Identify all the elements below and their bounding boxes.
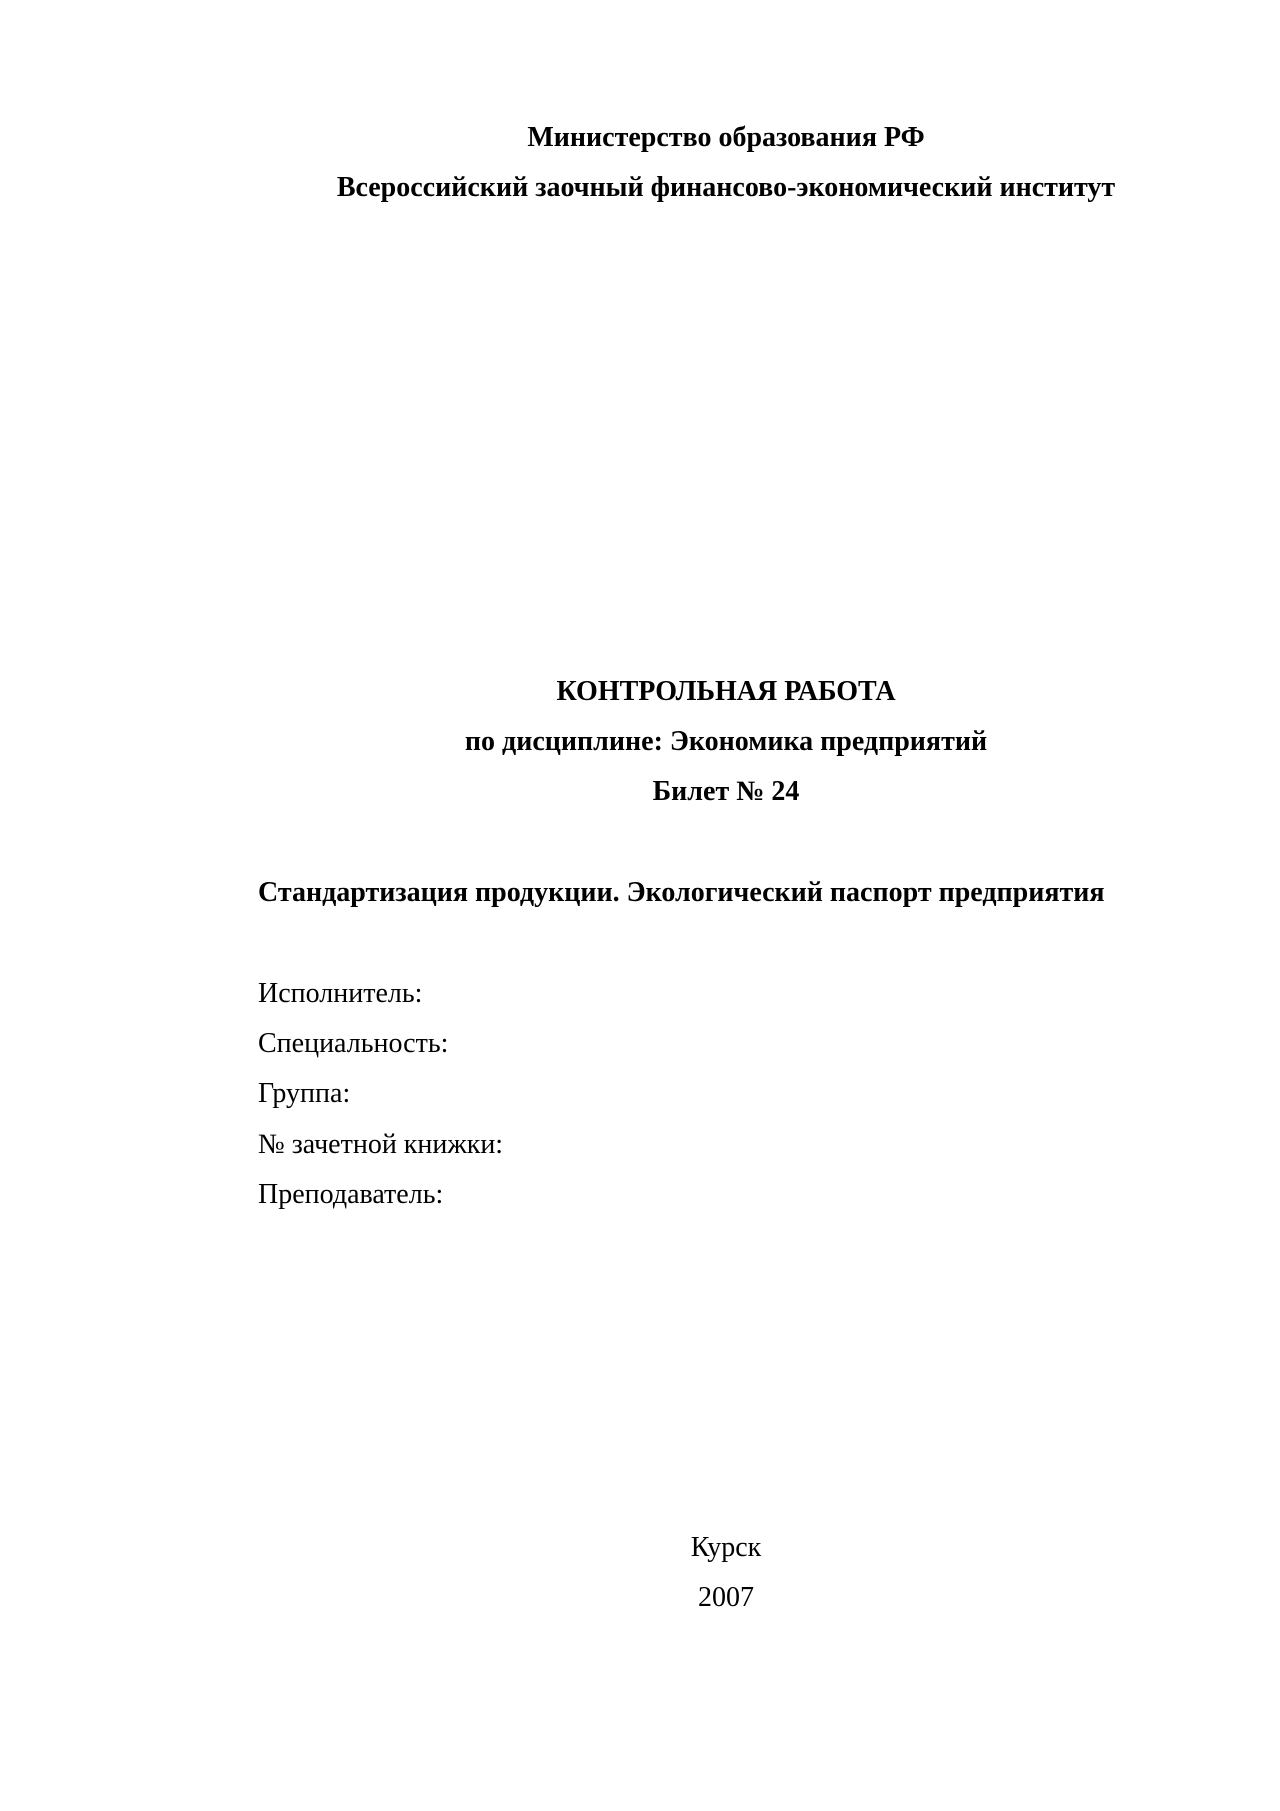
group-label: Группа: xyxy=(258,1078,351,1109)
performer-label: Исполнитель: xyxy=(258,978,423,1009)
work-type-title: КОНТРОЛЬНАЯ РАБОТА xyxy=(556,676,896,707)
ministry-heading: Министерство образования РФ xyxy=(527,122,925,153)
ticket-number: Билет № 24 xyxy=(652,776,800,807)
discipline-line: по дисциплине: Экономика предприятий xyxy=(464,726,988,757)
institute-heading: Всероссийский заочный финансово-экономический институт xyxy=(336,172,1116,203)
teacher-label: Преподаватель: xyxy=(258,1179,444,1210)
year-label: 2007 xyxy=(698,1582,754,1613)
topic-title: Стандартизация продукции. Экологический паспорт предприятия xyxy=(258,877,1105,908)
specialty-label: Специальность: xyxy=(258,1028,449,1059)
city-label: Курск xyxy=(690,1532,762,1563)
record-book-label: № зачетной книжки: xyxy=(258,1129,504,1160)
